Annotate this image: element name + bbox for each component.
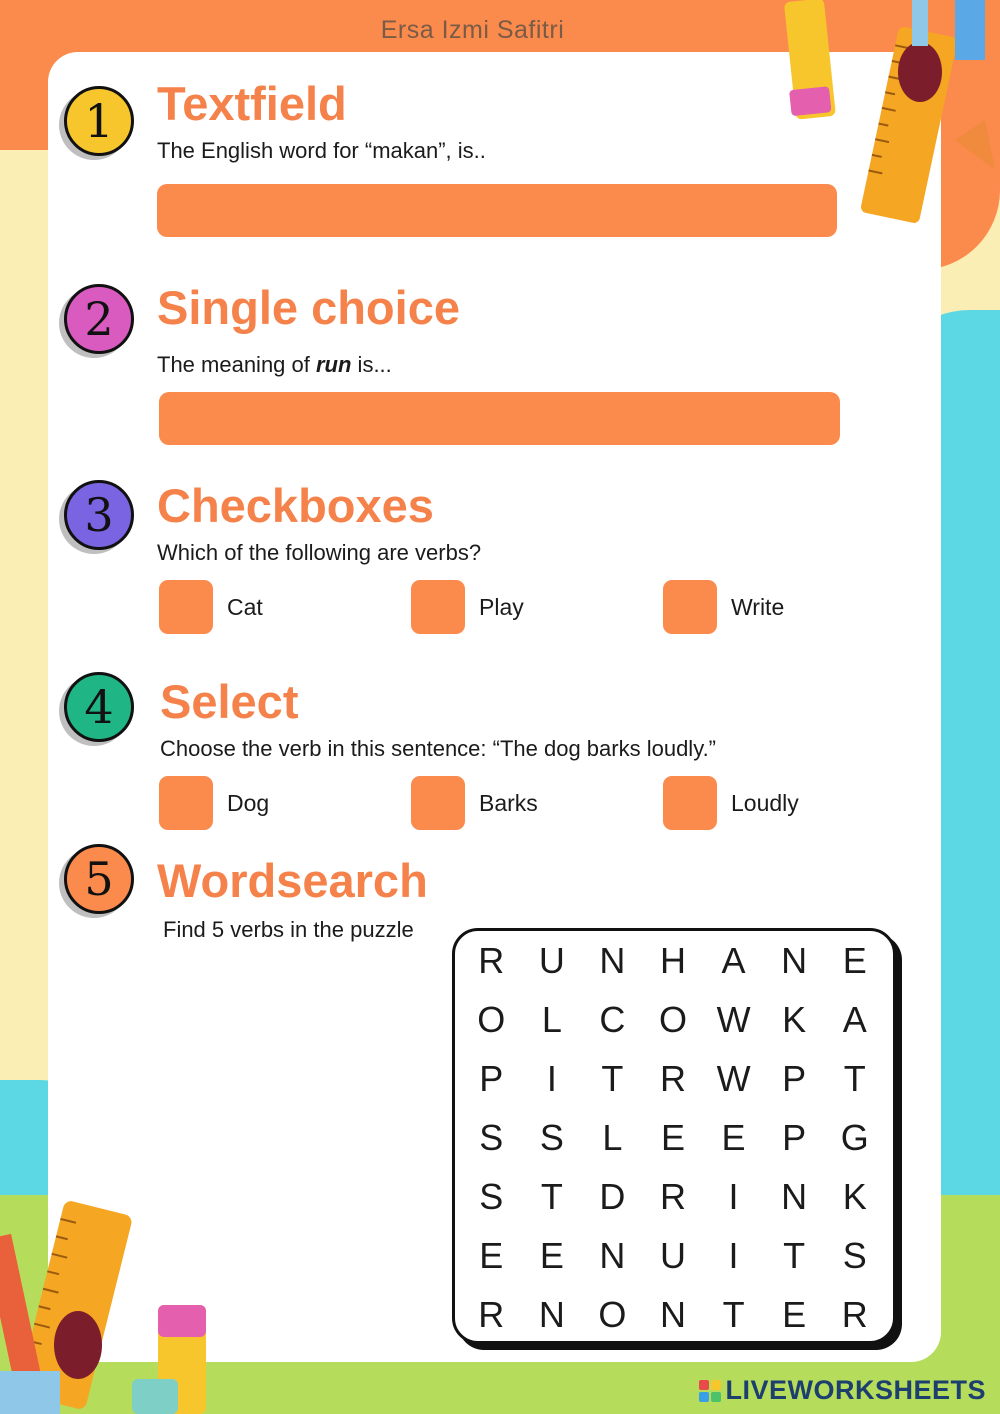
wordsearch-cell[interactable]: I [728,1234,739,1276]
wordsearch-cell[interactable]: P [782,1057,807,1099]
wordsearch-cell[interactable]: A [721,939,746,981]
select-label-loudly: Loudly [731,790,799,816]
wordsearch-cell[interactable]: E [842,939,867,981]
wordsearch-cell[interactable]: T [783,1234,806,1276]
wordsearch-cell[interactable]: I [728,1175,739,1217]
checkbox-label-play: Play [479,594,524,620]
wordsearch-cell[interactable]: P [782,1116,807,1158]
wordsearch-cell[interactable]: U [538,939,565,981]
select-label-barks: Barks [479,790,538,816]
emphasized-word: run [315,352,352,377]
section-number-1: 1 [64,86,134,156]
wordsearch-cell[interactable]: O [598,1293,627,1335]
single-choice-dropdown[interactable] [159,392,840,445]
wordsearch-cell[interactable]: S [479,1116,504,1158]
checkbox-play[interactable] [411,580,465,634]
stationery-bottom-left-icon [0,1195,230,1414]
wordsearch-puzzle [452,928,896,1344]
liveworksheets-logo-icon [699,1380,721,1402]
wordsearch-grid [461,931,885,1344]
wordsearch-cell[interactable]: T [722,1293,745,1335]
wordsearch-cell[interactable]: N [599,939,626,981]
section-title-single-choice: Single choice [157,281,460,334]
wordsearch-cell[interactable]: E [539,1234,564,1276]
wordsearch-cell[interactable]: E [721,1116,746,1158]
wordsearch-cell[interactable]: N [781,939,808,981]
wordsearch-cell[interactable]: R [478,1293,505,1335]
wordsearch-cell[interactable]: R [478,939,505,981]
wordsearch-cell[interactable]: K [842,1175,867,1217]
section-number-4: 4 [64,672,134,742]
section-title-checkboxes: Checkboxes [157,479,434,532]
wordsearch-cell[interactable]: A [842,998,867,1040]
select-option-loudly[interactable] [663,776,717,830]
checkbox-label-cat: Cat [227,594,263,620]
wordsearch-cell[interactable]: L [541,998,562,1040]
author-name: Ersa Izmi Safitri [380,16,565,44]
wordsearch-cell[interactable]: T [601,1057,624,1099]
wordsearch-cell[interactable]: E [479,1234,504,1276]
select-label-dog: Dog [227,790,270,816]
section-prompt-checkboxes: Which of the following are verbs? [157,540,482,565]
checkbox-cat[interactable] [159,580,213,634]
wordsearch-cell[interactable]: N [781,1175,808,1217]
section-prompt-single-choice: The meaning of run is... [157,352,392,377]
wordsearch-cell[interactable]: W [716,1057,751,1099]
wordsearch-cell[interactable]: C [599,998,626,1040]
wordsearch-cell[interactable]: H [659,939,686,981]
section-prompt-wordsearch: Find 5 verbs in the puzzle [163,917,414,942]
select-option-dog[interactable] [159,776,213,830]
wordsearch-cell[interactable]: S [842,1234,867,1276]
wordsearch-cell[interactable]: O [477,998,506,1040]
section-number-3: 3 [64,480,134,550]
wordsearch-cell[interactable]: I [546,1057,557,1099]
wordsearch-cell[interactable]: S [479,1175,504,1217]
wordsearch-cell[interactable]: T [843,1057,866,1099]
wordsearch-cell[interactable]: D [599,1175,626,1217]
wordsearch-cell[interactable]: N [538,1293,565,1335]
section-title-select: Select [160,675,299,728]
wordsearch-cell[interactable]: G [840,1116,869,1158]
wordsearch-cell[interactable]: U [659,1234,686,1276]
wordsearch-cell[interactable]: E [660,1116,685,1158]
checkbox-label-write: Write [731,594,785,620]
wordsearch-cell[interactable]: K [782,998,807,1040]
wordsearch-cell[interactable]: O [658,998,687,1040]
wordsearch-cell[interactable]: L [602,1116,623,1158]
section-number-5: 5 [64,844,134,914]
wordsearch-cell[interactable]: R [659,1057,686,1099]
wordsearch-cell[interactable]: T [540,1175,563,1217]
wordsearch-cell[interactable]: E [782,1293,807,1335]
wordsearch-cell[interactable]: R [841,1293,868,1335]
section-prompt-textfield: The English word for “makan”, is.. [157,138,486,163]
section-title-textfield: Textfield [157,77,347,130]
wordsearch-cell[interactable]: R [659,1175,686,1217]
wordsearch-cell[interactable]: P [479,1057,504,1099]
section-number-2: 2 [64,284,134,354]
brand-name: LIVEWORKSHEETS [725,1375,986,1405]
wordsearch-cell[interactable]: S [539,1116,564,1158]
answer-textfield[interactable] [157,184,837,237]
liveworksheets-logo [699,1375,986,1406]
section-title-wordsearch: Wordsearch [157,854,428,907]
checkbox-write[interactable] [663,580,717,634]
wordsearch-cell[interactable]: N [659,1293,686,1335]
section-prompt-select: Choose the verb in this sentence: “The dog barks loudly.” [160,736,717,761]
select-option-barks[interactable] [411,776,465,830]
wordsearch-cell[interactable]: N [599,1234,626,1276]
wordsearch-cell[interactable]: W [716,998,751,1040]
